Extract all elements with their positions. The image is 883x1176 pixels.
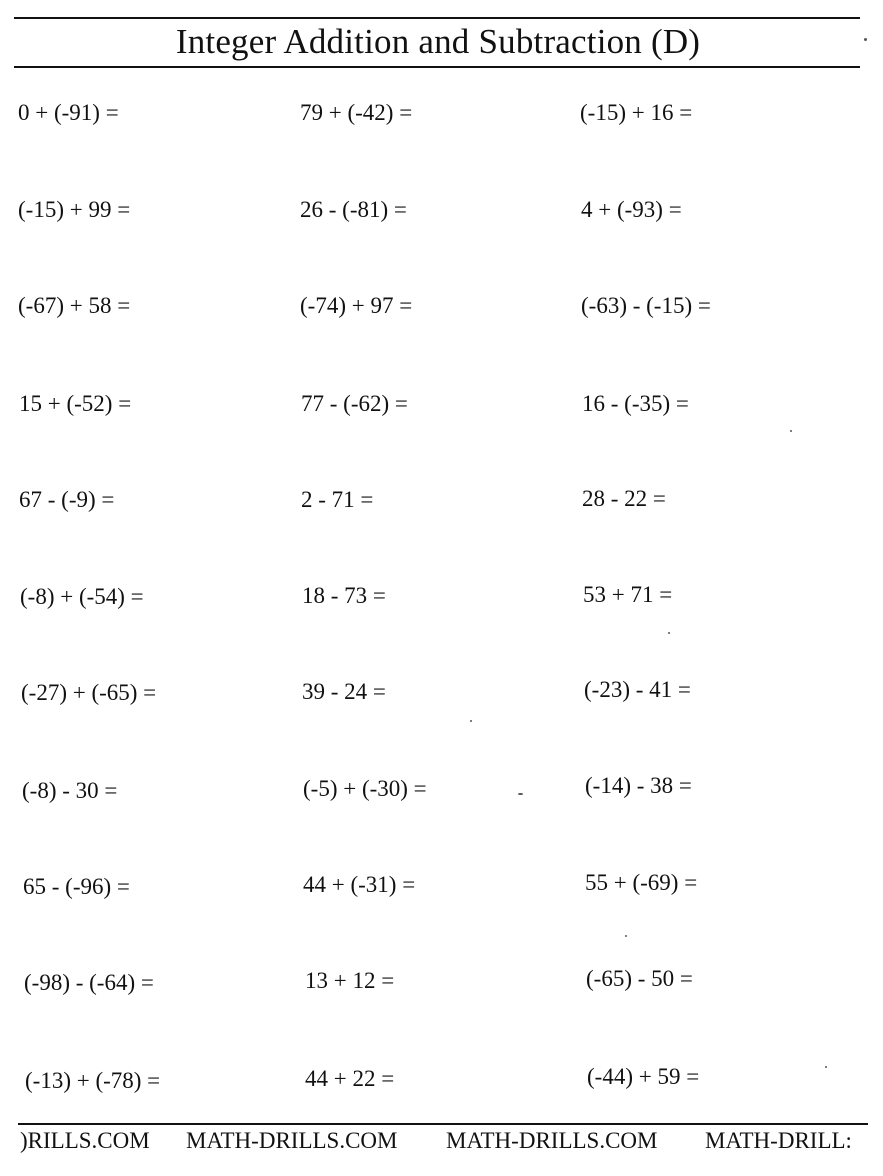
problem-r11-c2: 44 + 22 = bbox=[305, 1066, 395, 1091]
footer-text-3: MATH-DRILLS.COM bbox=[446, 1128, 658, 1153]
scan-speck bbox=[518, 793, 523, 795]
problem-r10-c1: (-98) - (-64) = bbox=[24, 970, 154, 995]
problem-r5-c1: 67 - (-9) = bbox=[19, 487, 115, 512]
problem-r5-c2: 2 - 71 = bbox=[301, 487, 374, 512]
title-underline bbox=[14, 66, 860, 68]
footer-rule bbox=[18, 1123, 868, 1125]
problem-r8-c3: (-14) - 38 = bbox=[585, 773, 692, 798]
scan-speck bbox=[790, 430, 792, 432]
problem-r6-c2: 18 - 73 = bbox=[302, 583, 386, 608]
problem-r6-c1: (-8) + (-54) = bbox=[20, 584, 144, 609]
problem-r11-c3: (-44) + 59 = bbox=[587, 1064, 700, 1089]
scan-speck bbox=[825, 1066, 827, 1068]
scan-speck bbox=[864, 38, 867, 41]
problem-r7-c1: (-27) + (-65) = bbox=[21, 680, 157, 705]
top-rule bbox=[14, 17, 860, 19]
problem-r4-c1: 15 + (-52) = bbox=[19, 391, 132, 416]
problem-r7-c2: 39 - 24 = bbox=[302, 679, 386, 704]
problem-r9-c1: 65 - (-96) = bbox=[23, 874, 130, 899]
scan-speck bbox=[625, 935, 627, 937]
problem-r3-c2: (-74) + 97 = bbox=[300, 293, 413, 318]
problem-r1-c2: 79 + (-42) = bbox=[300, 100, 413, 125]
problem-r1-c1: 0 + (-91) = bbox=[18, 100, 119, 125]
problem-r2-c1: (-15) + 99 = bbox=[18, 197, 131, 222]
problem-r11-c1: (-13) + (-78) = bbox=[25, 1068, 161, 1093]
footer-text-4: MATH-DRILL: bbox=[705, 1128, 852, 1153]
scan-speck bbox=[668, 632, 670, 634]
footer-watermark bbox=[0, 1128, 883, 1162]
footer-text-1: )RILLS.COM bbox=[20, 1128, 150, 1153]
problem-r5-c3: 28 - 22 = bbox=[582, 486, 666, 511]
problem-r7-c3: (-23) - 41 = bbox=[584, 677, 691, 702]
problem-r3-c3: (-63) - (-15) = bbox=[581, 293, 711, 318]
scan-speck bbox=[470, 720, 472, 722]
problem-r8-c2: (-5) + (-30) = bbox=[303, 776, 427, 801]
problem-r4-c3: 16 - (-35) = bbox=[582, 391, 689, 416]
problem-r9-c3: 55 + (-69) = bbox=[585, 870, 698, 895]
problem-r1-c3: (-15) + 16 = bbox=[580, 100, 693, 125]
problem-r2-c3: 4 + (-93) = bbox=[581, 197, 682, 222]
problem-r8-c1: (-8) - 30 = bbox=[22, 778, 118, 803]
problem-r2-c2: 26 - (-81) = bbox=[300, 197, 407, 222]
problem-r6-c3: 53 + 71 = bbox=[583, 582, 673, 607]
problem-r10-c2: 13 + 12 = bbox=[305, 968, 395, 993]
problem-r9-c2: 44 + (-31) = bbox=[303, 872, 416, 897]
problem-r10-c3: (-65) - 50 = bbox=[586, 966, 693, 991]
problem-r4-c2: 77 - (-62) = bbox=[301, 391, 408, 416]
footer-text-2: MATH-DRILLS.COM bbox=[186, 1128, 398, 1153]
problem-r3-c1: (-67) + 58 = bbox=[18, 293, 131, 318]
worksheet-title: Integer Addition and Subtraction (D) bbox=[175, 22, 701, 61]
